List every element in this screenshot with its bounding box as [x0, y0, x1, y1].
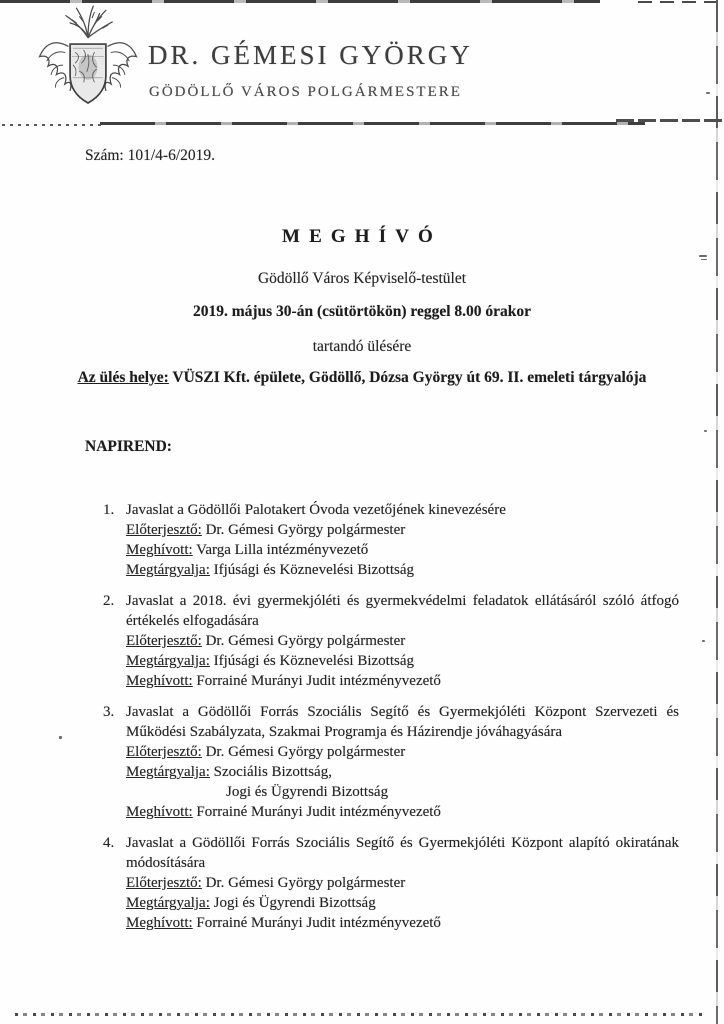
agenda-item-2	[103, 591, 679, 691]
agenda-detail	[126, 873, 679, 893]
letterhead-name: DR. GÉMESI GYÖRGY	[148, 40, 473, 70]
agenda-item-number: 4.	[103, 835, 115, 851]
detail-label: Megtárgyalja:	[126, 764, 210, 780]
organization-line: Gödöllő Város Képviselő-testület	[257, 270, 467, 287]
detail-value: Jogi és Ügyrendi Bizottság	[209, 895, 376, 911]
detail-value: Forrainé Murányi Judit intézményvezető	[192, 915, 441, 931]
detail-value: Forrainé Murányi Judit intézményvezető	[192, 804, 441, 820]
letterhead-subtitle: GÖDÖLLŐ VÁROS POLGÁRMESTERE	[149, 84, 462, 100]
scan-speck	[59, 736, 62, 739]
agenda-item-number: 2.	[103, 593, 115, 609]
agenda-item-title: Javaslat a Gödöllői Palotakert Óvoda vezetőjének kinevezésére	[126, 502, 506, 518]
agenda-list	[103, 500, 679, 944]
agenda-detail	[126, 631, 679, 651]
document-title: MEGHÍVÓ	[282, 226, 442, 247]
meeting-location-label: Az ülés helye:	[77, 369, 169, 386]
detail-label: Megtárgyalja:	[126, 895, 210, 911]
agenda-detail	[126, 520, 679, 540]
detail-label: Előterjesztő:	[126, 744, 202, 760]
scan-speck	[704, 430, 707, 432]
detail-label: Megtárgyalja:	[126, 653, 210, 669]
agenda-detail-continuation: Jogi és Ügyrendi Bizottság	[226, 784, 389, 800]
coat-of-arms-icon	[34, 4, 142, 122]
scan-speck	[702, 640, 705, 642]
scan-artifact-right-edge	[716, 0, 718, 1024]
detail-value: Forrainé Murányi Judit intézményvezető	[192, 673, 441, 689]
scan-artifact-top-edge	[0, 0, 600, 3]
agenda-detail	[126, 802, 679, 822]
detail-label: Előterjesztő:	[126, 633, 202, 649]
detail-label: Előterjesztő:	[126, 875, 202, 891]
agenda-detail	[126, 651, 679, 671]
detail-value: Dr. Gémesi György polgármester	[201, 744, 406, 760]
detail-label: Megtárgyalja:	[126, 562, 210, 578]
agenda-item-number: 3.	[103, 704, 115, 720]
scan-speck	[706, 92, 710, 94]
agenda-detail	[126, 540, 679, 560]
detail-label: Meghívott:	[126, 542, 193, 558]
agenda-item-number: 1.	[103, 502, 115, 518]
scan-speck	[699, 255, 707, 257]
agenda-heading: NAPIREND:	[85, 438, 172, 455]
agenda-item-title: Javaslat a 2018. évi gyermekjóléti és gyermekvédelmi feladatok ellátásáról szóló átfogó értékelés elfogadására	[126, 593, 679, 629]
scan-artifact-top-edge-right	[638, 1, 724, 3]
agenda-item-title: Javaslat a Gödöllői Forrás Szociális Segítő és Gyermekjóléti Központ alapító okiratának módosítására	[126, 835, 679, 871]
agenda-detail	[126, 671, 679, 691]
header-divider-line	[100, 122, 645, 125]
agenda-detail	[126, 762, 679, 782]
agenda-item-title: Javaslat a Gödöllői Forrás Szociális Segítő és Gyermekjóléti Központ Szervezeti és Működési Szabályzata, Szakmai Programja és Házirendje jóváhagyására	[126, 704, 679, 740]
header-divider-line-left	[2, 124, 102, 126]
detail-value: Ifjúsági és Köznevelési Bizottság	[209, 653, 414, 669]
meeting-location	[0, 369, 724, 387]
reference-number: Szám: 101/4-6/2019.	[85, 147, 216, 164]
detail-value: Varga Lilla intézményvezető	[192, 542, 369, 558]
detail-label: Előterjesztő:	[126, 522, 202, 538]
agenda-item-1	[103, 500, 679, 580]
detail-value: Ifjúsági és Köznevelési Bizottság	[209, 562, 414, 578]
meeting-purpose: tartandó ülésére	[312, 338, 412, 355]
agenda-detail	[126, 913, 679, 933]
detail-label: Meghívott:	[126, 673, 193, 689]
detail-value: Dr. Gémesi György polgármester	[201, 633, 406, 649]
meeting-datetime: 2019. május 30-án (csütörtökön) reggel 8.00 órakor	[192, 303, 532, 320]
detail-value: Dr. Gémesi György polgármester	[201, 522, 406, 538]
detail-label: Meghívott:	[126, 804, 193, 820]
scan-artifact-bottom-dots	[15, 1013, 705, 1016]
detail-value: Szociális Bizottság,	[209, 764, 332, 780]
detail-value: Dr. Gémesi György polgármester	[201, 875, 406, 891]
agenda-detail	[126, 560, 679, 580]
agenda-detail	[126, 742, 679, 762]
header-divider-line-right	[612, 119, 724, 122]
detail-label: Meghívott:	[126, 915, 193, 931]
meeting-location-text: VÜSZI Kft. épülete, Gödöllő, Dózsa György út 69. II. emeleti tárgyalója	[168, 369, 647, 386]
agenda-item-4	[103, 833, 679, 933]
agenda-item-3	[103, 702, 679, 822]
scan-speck	[701, 259, 707, 260]
agenda-detail	[126, 893, 679, 913]
